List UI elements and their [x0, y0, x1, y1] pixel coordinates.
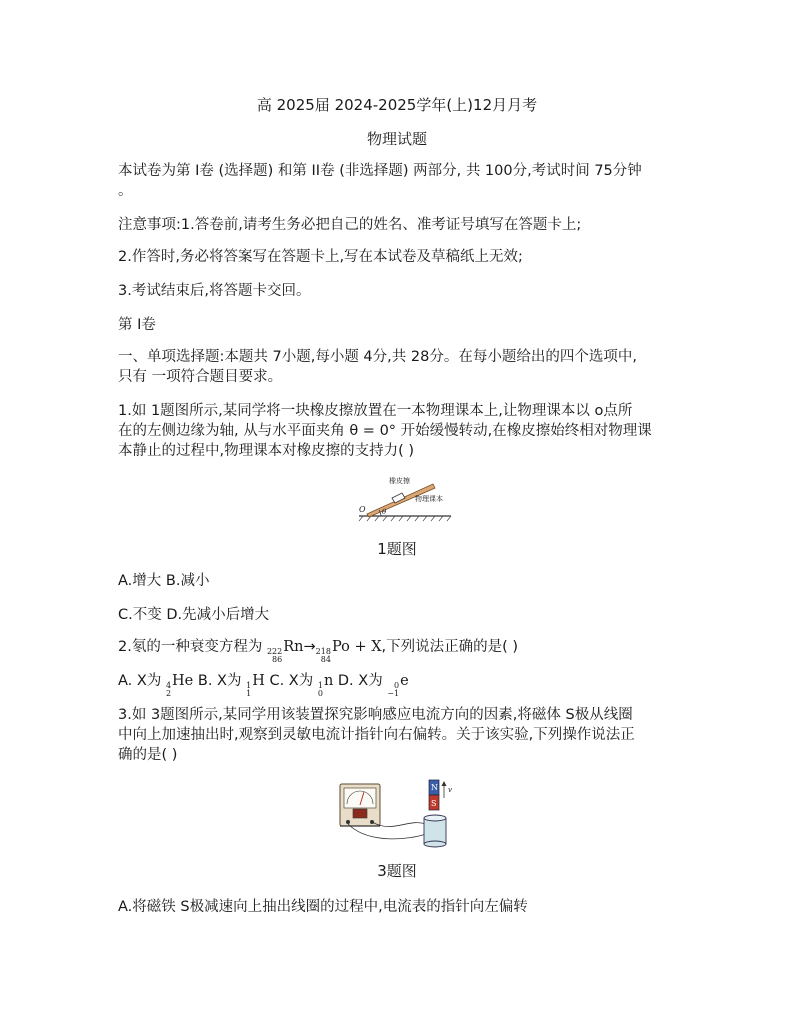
hydrogen-nuclide	[246, 673, 265, 698]
q1-figure-eraser-label: 橡皮擦	[389, 477, 410, 485]
q2-option-b-prefix: B. X为	[193, 673, 247, 689]
intro-line-end: 。	[118, 183, 133, 199]
q1-line3: 本静止的过程中,物理课本对橡皮擦的支持力( )	[118, 443, 415, 459]
reaction-arrow: →	[303, 639, 316, 655]
q3-line2: 中向上加速抽出时,观察到灵敏电流计指针向右偏转。关于该实验,下列操作说法正	[118, 727, 635, 743]
e-symbol: e	[400, 673, 409, 689]
q2-stem-prefix: 2.氡的一种衰变方程为	[118, 639, 267, 655]
rn-symbol: Rn	[283, 639, 304, 655]
n-charge: 0	[317, 689, 323, 698]
rn-atomic-number: 86	[272, 655, 283, 664]
section-heading-line2: 只有 一项符合题目要求。	[118, 369, 283, 385]
q1-line1: 1.如 1题图所示,某同学将一块橡皮擦放置在一本物理课本上,让物理课本以 o点所	[118, 403, 633, 419]
electron	[387, 673, 409, 698]
note-3: 3.考试结束后,将答题卡交回。	[118, 283, 311, 299]
q2-option-c-prefix: C. X为	[264, 673, 318, 689]
h-atomic-number: 1	[246, 689, 252, 698]
q1-figure-book-label: 物理课本	[415, 495, 443, 503]
n-mass: 1	[317, 681, 323, 690]
q2-options	[118, 670, 678, 698]
neutron	[317, 673, 334, 698]
magnet-south-label: S	[431, 799, 437, 808]
radon-nuclide	[266, 639, 304, 664]
helium-nuclide	[165, 673, 194, 698]
q2-option-d-prefix: D. X为	[333, 673, 388, 689]
q1-line2: 在的左侧边缘为轴, 从与水平面夹角 θ = 0° 开始缓慢转动,在橡皮擦始终相对物理课	[118, 423, 652, 439]
velocity-label: v	[448, 786, 452, 794]
h-symbol: H	[252, 673, 265, 689]
q2-option-a-prefix: A. X为	[118, 673, 166, 689]
e-charge: −1	[387, 689, 400, 698]
q1-options-cd: C.不变 D.先减小后增大	[118, 607, 270, 623]
q3-option-a: A.将磁铁 S极减速向上抽出线圈的过程中,电流表的指针向左偏转	[118, 899, 528, 915]
note-1: 注意事项:1.答卷前,请考生务必把自己的姓名、准考证号填写在答题卡上;	[118, 217, 582, 233]
exam-subject: 物理试题	[366, 130, 427, 148]
he-atomic-number: 2	[165, 689, 172, 698]
exam-title: 高 2025届 2024-2025学年(上)12月月考	[256, 96, 538, 114]
q3-figure	[338, 778, 460, 848]
he-mass: 4	[165, 681, 172, 690]
po-symbol: Po	[331, 639, 350, 655]
magnet-north-label: N	[431, 783, 438, 792]
q3-line1: 3.如 3题图所示,某同学用该装置探究影响感应电流方向的因素,将磁体 S极从线圈	[118, 707, 633, 723]
h-mass: 1	[246, 681, 252, 690]
q2-stem-suffix: ,下列说法正确的是( )	[381, 639, 519, 655]
n-symbol: n	[323, 673, 334, 689]
q1-caption: 1题图	[377, 540, 417, 558]
plus-x: + X	[349, 639, 382, 655]
section-heading-line1: 一、单项选择题:本题共 7小题,每小题 4分,共 28分。在每小题给出的四个选项中,	[118, 349, 637, 365]
q1-figure-origin: O	[359, 505, 366, 514]
e-mass: 0	[394, 681, 400, 690]
section-title: 第 I卷	[118, 317, 156, 333]
po-atomic-number: 84	[320, 655, 331, 664]
q1-figure	[355, 470, 455, 522]
polonium-nuclide	[315, 639, 350, 664]
q3-line3: 确的是( )	[118, 747, 178, 763]
q2-stem	[118, 636, 678, 664]
note-2: 2.作答时,务必将答案写在答题卡上,写在本试卷及草稿纸上无效;	[118, 249, 523, 265]
q3-caption: 3题图	[377, 862, 417, 880]
q1-options-ab: A.增大 B.减小	[118, 573, 210, 589]
po-mass: 218	[315, 647, 331, 656]
he-symbol: He	[172, 673, 194, 689]
intro-line: 本试卷为第 I卷 (选择题) 和第 II卷 (非选择题) 两部分, 共 100分,考试时间 75分钟	[118, 163, 642, 179]
rn-mass: 222	[266, 647, 283, 656]
q1-figure-angle: θ	[382, 508, 387, 516]
